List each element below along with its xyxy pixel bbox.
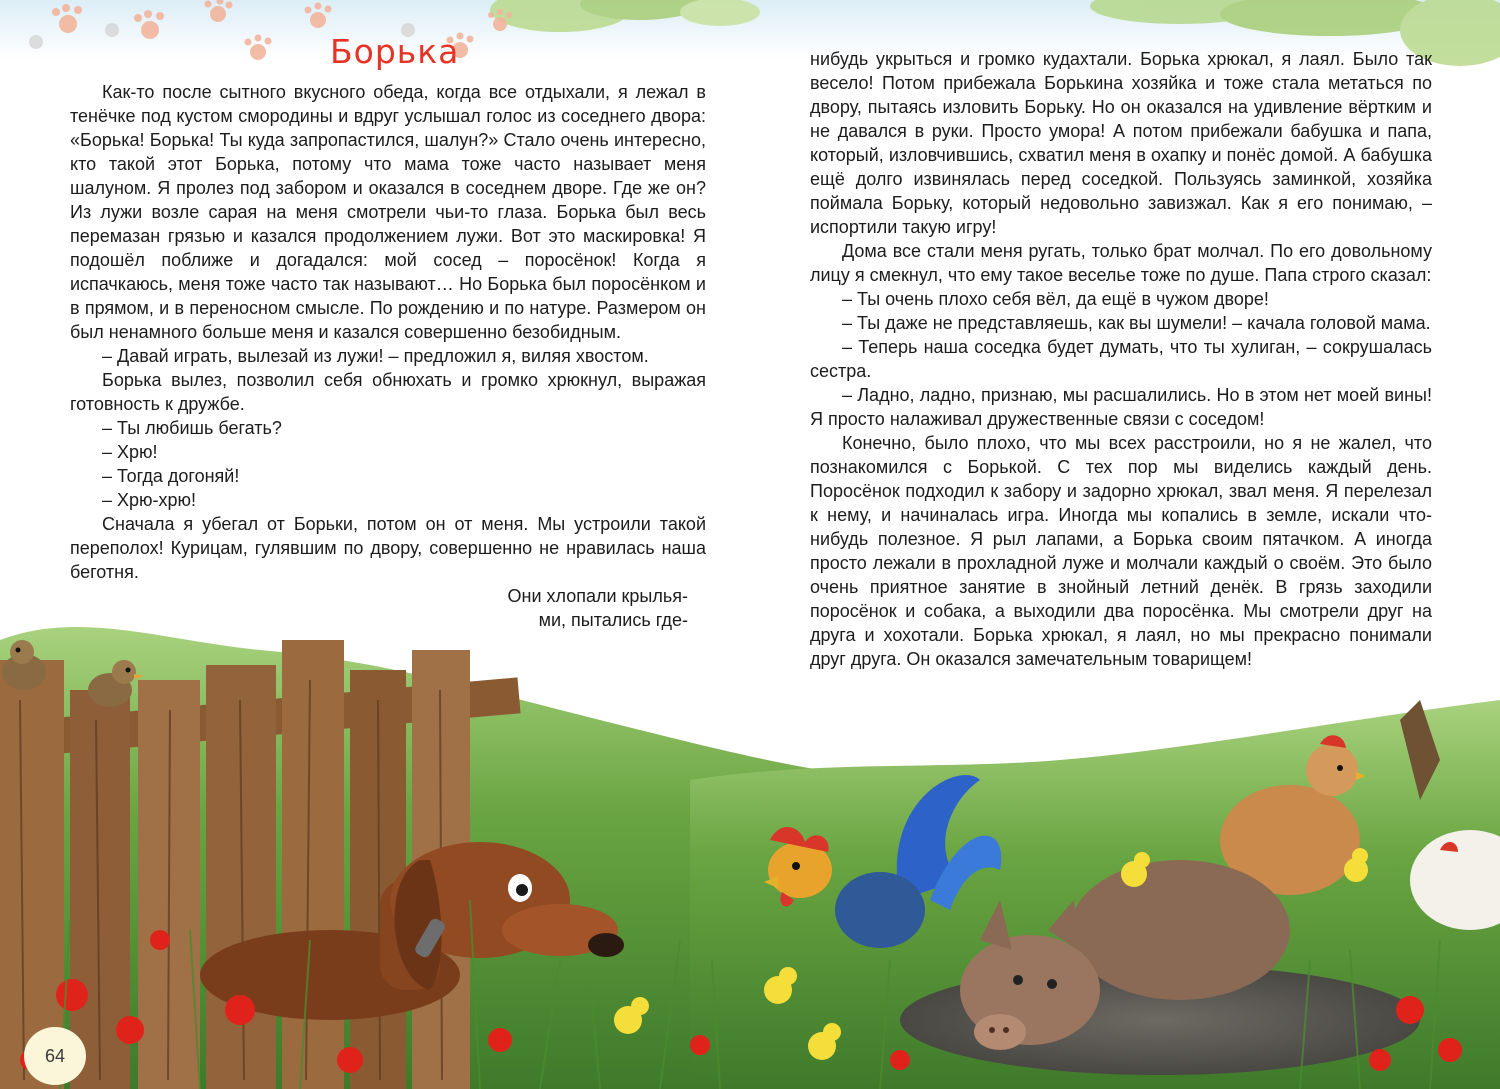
- story-title: Борька: [330, 32, 460, 71]
- paragraph: – Ты любишь бегать?: [102, 418, 282, 438]
- paragraph: Дома все стали меня ругать, только брат молчал. По его довольному лицу я смекнул, что ему такое веселье тоже по душе. Папа строго сказал:: [810, 241, 1432, 285]
- paragraph-tail-line: ми, пытались где-: [538, 610, 688, 630]
- page-number: 64: [24, 1027, 86, 1085]
- paragraph-tail-line: Они хлопали крылья-: [507, 586, 688, 606]
- paragraph: – Теперь наша соседка будет думать, что ты хулиган, – сокрушалась сестра.: [810, 337, 1432, 381]
- paragraph: – Ты даже не представляешь, как вы шумели! – качала головой мама.: [842, 313, 1431, 333]
- paragraph: – Ты очень плохо себя вёл, да ещё в чужом дворе!: [842, 289, 1269, 309]
- paragraph: – Хрю-хрю!: [102, 490, 197, 510]
- right-text-column: [810, 47, 1432, 671]
- paragraph: Борька вылез, позволил себя обнюхать и громко хрюкнул, выражая готовность к дружбе.: [70, 370, 706, 414]
- paragraph: нибудь укрыться и громко кудахтали. Борька хрюкал, я лаял. Было так весело! Потом прибежала Борькина хозяйка и тоже стала метаться по двору, пытаясь изловить Борьку. Но он оказался на удивление вёртким и не давался в руки. Просто умора! А потом прибежали бабушка и папа, который, изловчившись, схватил меня в охапку и понёс домой. А бабушка ещё долго извинялась перед соседкой. Пользуясь заминкой, хозяйка поймала Борьку, который недовольно завизжал. Как я его понимаю, – испортили такую игру!: [810, 49, 1432, 237]
- paragraph: – Давай играть, вылезай из лужи! – предложил я, виляя хвостом.: [102, 346, 649, 366]
- left-text-column: [70, 80, 706, 632]
- paragraph: Как-то после сытного вкусного обеда, когда все отдыхали, я лежал в тенёчке под кустом смородины и вдруг услышал голос из соседнего двора: «Борька! Борька! Ты куда запропастился, шалун?» Стало очень интересно, кто такой этот Борька, потому что мама тоже часто называет меня шалуном. Я пролез под забором и оказался в соседнем дворе. Где же он? Из лужи возле сарая на меня смотрели чьи-то глаза. Борька был весь перемазан грязью и казался продолжением лужи. Вот это маскировка! Я подошёл поближе и догадался: мой сосед – поросёнок! Когда я испачкаюсь, меня тоже часто так называют… Но Борька был поросёнком и в прямом, и в переносном смысле. По рождению и по натуре. Размером он был ненамного больше меня и казался совершенно безобидным.: [70, 82, 706, 342]
- paragraph: – Хрю!: [102, 442, 158, 462]
- paragraph: Сначала я убегал от Борьки, потом он от меня. Мы устроили такой переполох! Курицам, гулявшим по двору, совершенно не нравилась наша беготня.: [70, 514, 706, 582]
- paragraph: Конечно, было плохо, что мы всех расстроили, но я не жалел, что познакомился с Борькой. С тех пор мы виделись каждый день. Поросёнок подходил к забору и задорно хрюкал, звал меня. Я перелезал к нему, и начиналась игра. Иногда мы копались в земле, искали что-нибудь полезное. Я рыл лапами, а Борька своим пятачком. А иногда просто лежали в прохладной луже и молчали каждый о своём. Это было очень приятное занятие в знойный летний денёк. В грязь заходили поросёнок и собака, а выходили два поросёнка. Мы смотрели друг на друга и хохотали. Борька хрюкал, я лаял, но мы прекрасно понимали друг друга. Он оказался замечательным товарищем!: [810, 433, 1432, 669]
- paragraph: – Тогда догоняй!: [102, 466, 240, 486]
- paragraph: – Ладно, ладно, признаю, мы расшалились. Но в этом нет моей вины! Я просто налаживал дружественные связи с соседом!: [810, 385, 1432, 429]
